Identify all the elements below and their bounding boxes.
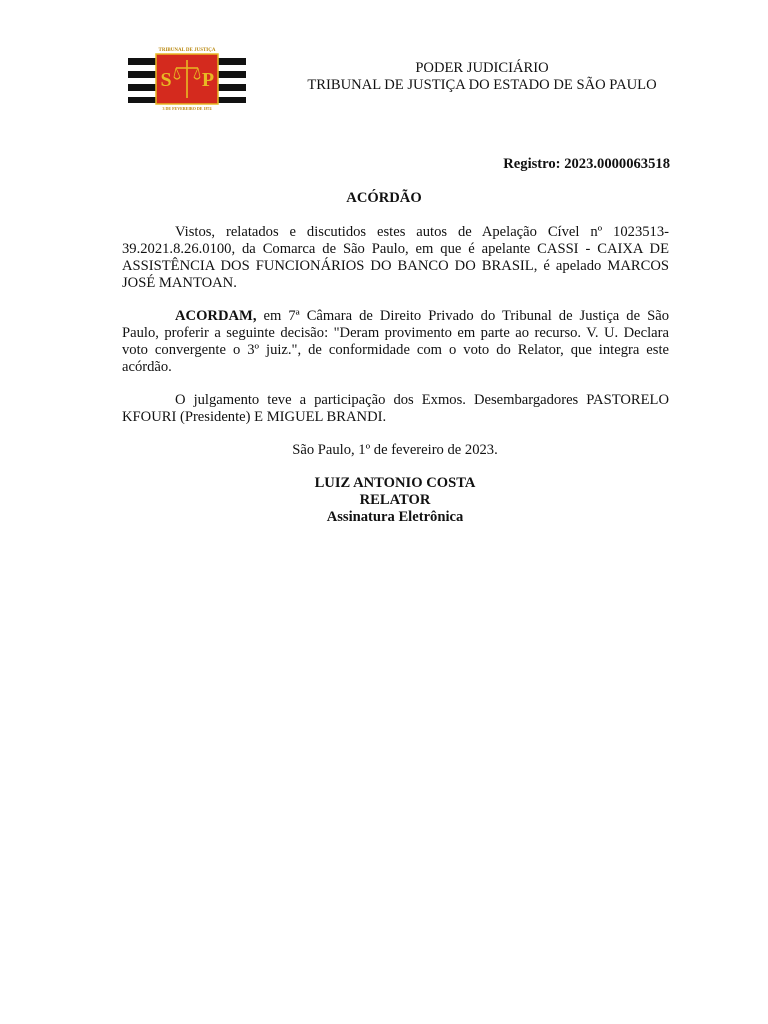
paragraph-1: Vistos, relatados e discutidos estes autos de Apelação Cível nº 1023513-39.2021.8.26.0100, da Comarca de São Paulo, em que é apelante CASSI - CAIXA DE ASSISTÊNCIA DOS FUNCIONÁRIOS DO BANCO DO BRASIL, é apelado MARCOS JOSÉ MANTOAN. <box>122 224 669 291</box>
tjsp-logo <box>124 44 250 112</box>
header-line-2: TRIBUNAL DE JUSTIÇA DO ESTADO DE SÃO PAULO <box>307 77 657 93</box>
signature-block <box>0 475 768 526</box>
court-header <box>290 60 674 94</box>
logo-letter-s: S <box>160 69 172 91</box>
document-title: ACÓRDÃO <box>346 190 422 206</box>
registro-label: Registro: <box>503 156 561 172</box>
signer-role: RELATOR <box>359 492 431 508</box>
registro-number: 2023.0000063518 <box>564 156 670 172</box>
acordam-lead: ACORDAM, <box>175 308 257 324</box>
paragraph-2-text: em 7ª Câmara de Direito Privado do Tribunal de Justiça de São Paulo, proferir a seguinte decisão: "Deram provimento em parte ao recurso. V. U. Declara voto convergente o 3º juiz.", de conformidade com o voto do Relator, que integra este acórdão. <box>122 308 669 375</box>
logo-letter-p: P <box>201 69 215 91</box>
logo-top-text: TRIBUNAL DE JUSTIÇA <box>158 48 216 53</box>
signer-name: LUIZ ANTONIO COSTA <box>314 475 476 491</box>
registro-line <box>503 156 670 173</box>
logo-bottom-text: 3 DE FEVEREIRO DE 1874 <box>162 106 212 111</box>
paragraph-2 <box>122 308 669 376</box>
dateline: São Paulo, 1º de fevereiro de 2023. <box>292 442 498 458</box>
paragraph-3: O julgamento teve a participação dos Exmos. Desembargadores PASTORELO KFOURI (Presidente) E MIGUEL BRANDI. <box>122 392 669 425</box>
signature-note: Assinatura Eletrônica <box>326 509 464 525</box>
header-line-1: PODER JUDICIÁRIO <box>415 60 549 76</box>
